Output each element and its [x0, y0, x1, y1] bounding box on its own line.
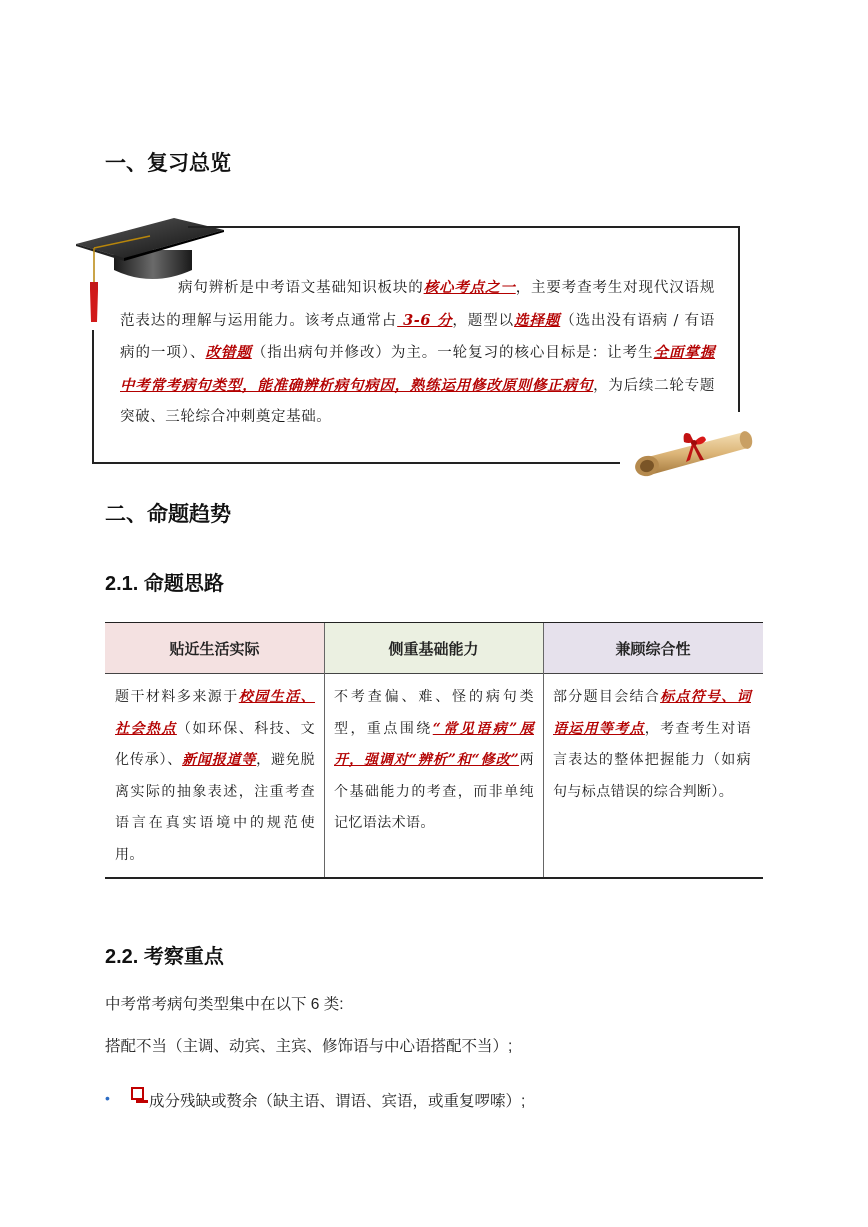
intro-highlight: 核心考点之一 — [423, 279, 516, 296]
cell-highlight: 新闻报道等 — [182, 752, 257, 768]
cell-text: 两个基础能力的考查，而非单纯记忆语法术语。 — [334, 752, 535, 831]
intro-text: （选出没有语病 / 有语病的一项）、 — [120, 312, 715, 361]
intro-box-bottom-border — [92, 462, 620, 464]
table-top-rule — [105, 622, 763, 623]
cell-highlight: 校园生活、社会热点 — [115, 689, 315, 737]
intro-box-left-border — [92, 330, 94, 464]
table-header-cell: 贴近生活实际 — [105, 623, 324, 673]
cell-text: ，考查考生对语言表达的整体把握能力（如病句与标点错误的综合判断）。 — [553, 720, 751, 800]
focus-item-missing-components: 成分残缺或赘余（缺主语、谓语、宾语，或重复啰嗦）; — [149, 1093, 526, 1110]
checkbox-icon — [131, 1087, 144, 1100]
intro-box-top-border — [188, 226, 740, 228]
table-cell-life — [115, 682, 315, 871]
table-header-rule — [105, 673, 763, 674]
table-bottom-rule — [105, 877, 763, 879]
intro-text: ，为后续二轮专题突破、三轮综合冲刺奠定基础。 — [120, 377, 715, 425]
table-cell-basics — [334, 682, 534, 840]
focus-item-collocation: 搭配不当（主调、动宾、主宾、修饰语与中心语搭配不当）; — [105, 1038, 513, 1055]
intro-box-right-border — [738, 226, 740, 412]
cell-text: 题干材料多来源于 — [115, 689, 239, 705]
cell-highlight: 标点符号、词语运用等考点 — [553, 689, 751, 737]
section-title-overview: 一、复习总览 — [105, 152, 231, 175]
cell-text: ，避免脱离实际的抽象表述，注重考查语言在真实语境中的规范使用。 — [115, 752, 316, 863]
table-column-divider — [324, 623, 325, 877]
table-column-divider — [543, 623, 544, 877]
cell-text: （如环保、科技、文化传承）、 — [115, 720, 315, 768]
section-title-trends: 二、命题趋势 — [105, 503, 231, 526]
intro-highlight: 改错题 — [205, 344, 252, 361]
subsection-title-approach: 2.1. 命题思路 — [105, 573, 224, 595]
focus-intro-text: 中考常考病句类型集中在以下 6 类: — [105, 996, 344, 1013]
intro-text: （指出病句并修改）为主。一轮复习的核心目标是：让考生 — [251, 345, 654, 361]
intro-text: ，主要考查考生对现代汉语规范表达的理解与运用能力。该考点通常占 — [120, 280, 715, 329]
intro-text: ，题型以 — [452, 312, 515, 329]
cell-highlight: “常见语病”展开，强调对“辨析”和“修改” — [334, 720, 534, 768]
table-header-cell: 侧重基础能力 — [324, 623, 543, 673]
table-header-cell: 兼顾综合性 — [543, 623, 763, 673]
subsection-title-focus: 2.2. 考察重点 — [105, 946, 224, 968]
table-cell-comprehensive — [553, 682, 751, 808]
bullet-marker: • — [105, 1090, 110, 1106]
trend-table — [105, 622, 763, 880]
intro-text: 病句辨析是中考语文基础知识板块的 — [178, 280, 424, 296]
intro-paragraph — [120, 272, 715, 434]
intro-highlight: 全面掌握中考常考病句类型，能准确辨析病句病因，熟练运用修改原则修正病句 — [120, 344, 715, 394]
intro-highlight: 3-6 分 — [397, 311, 453, 329]
cell-text: 部分题目会结合 — [553, 689, 661, 705]
diploma-scroll-icon — [628, 428, 756, 480]
cell-text: 不考查偏、难、怪的病句类型，重点围绕 — [334, 689, 534, 737]
intro-highlight: 选择题 — [514, 311, 561, 329]
